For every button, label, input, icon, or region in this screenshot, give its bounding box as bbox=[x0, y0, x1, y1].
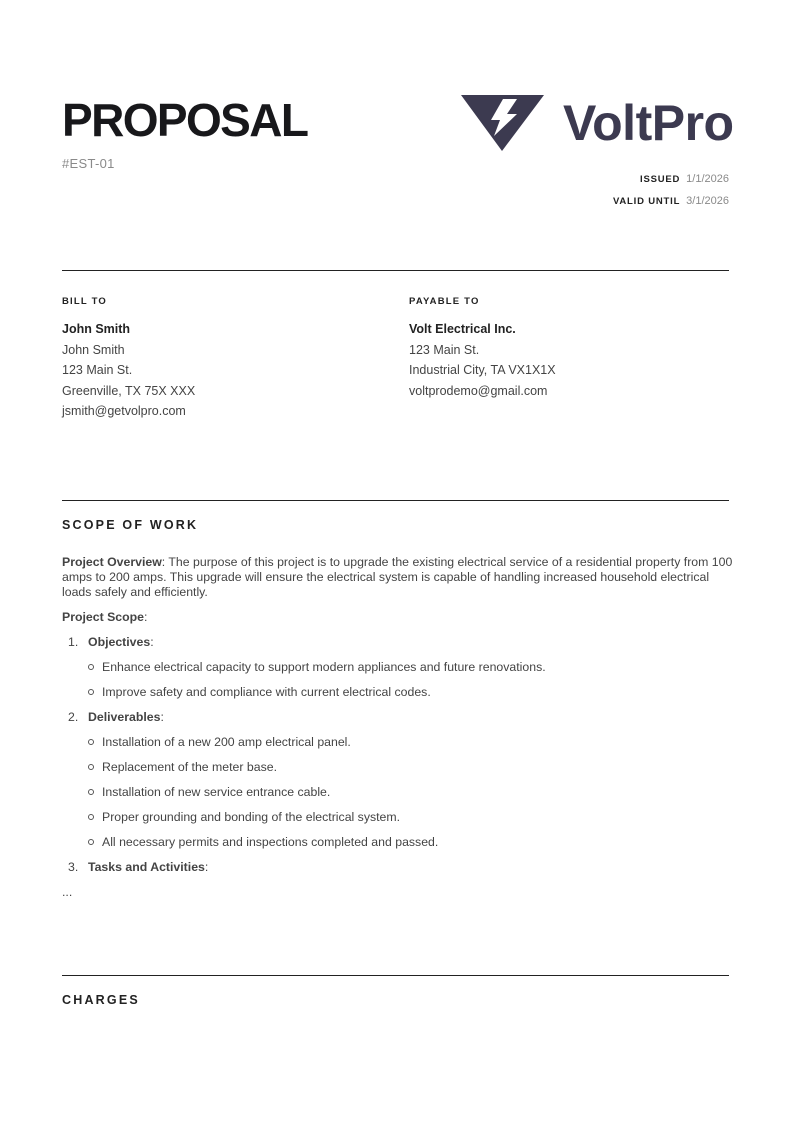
bill-to-block bbox=[62, 319, 195, 422]
bullet-item: Replacement of the meter base. bbox=[62, 760, 734, 775]
bullet-item: Enhance electrical capacity to support modern appliances and future renovations. bbox=[62, 660, 734, 675]
bullet-list bbox=[62, 735, 734, 850]
payable-to-name: Volt Electrical Inc. bbox=[409, 322, 516, 336]
bill-to-line: Greenville, TX 75X XXX bbox=[62, 383, 196, 398]
payable-to-block bbox=[409, 319, 556, 401]
payable-to-label: PAYABLE TO bbox=[409, 296, 480, 307]
divider bbox=[62, 270, 729, 271]
list-item: 3. Tasks and Activities: bbox=[62, 860, 734, 875]
circle-bullet-icon bbox=[88, 839, 94, 845]
scope-list bbox=[62, 635, 734, 875]
lightning-bolt-triangle-icon bbox=[460, 94, 546, 152]
bill-to-line: 123 Main St. bbox=[62, 363, 133, 377]
continuation-ellipsis: ... bbox=[62, 885, 73, 899]
bullet-item: Installation of new service entrance cable. bbox=[62, 785, 734, 800]
list-number: 2. bbox=[68, 710, 79, 724]
charges-heading: CHARGES bbox=[62, 993, 140, 1007]
payable-to-email: voltprodemo@gmail.com bbox=[409, 383, 548, 398]
divider bbox=[62, 975, 729, 976]
bill-to-email: jsmith@getvolpro.com bbox=[62, 404, 186, 418]
scope-of-work-body bbox=[62, 555, 734, 900]
issued-label: ISSUED bbox=[640, 174, 681, 185]
project-overview-label: Project Overview bbox=[62, 555, 162, 569]
valid-until-date bbox=[613, 194, 729, 209]
bill-to-name: John Smith bbox=[62, 322, 131, 336]
list-number: 1. bbox=[68, 635, 79, 649]
list-item: 2. Deliverables: Installation of a new 200 amp electrical panel. Replacement of the meter base. Installation of new service entrance cable. Proper grounding and bonding of the electrical system. All necessary permits and inspections completed and passed. bbox=[62, 710, 734, 850]
payable-to-line: 123 Main St. bbox=[409, 342, 480, 357]
estimate-number: #EST-01 bbox=[62, 156, 115, 171]
bill-to-line: John Smith bbox=[62, 342, 125, 357]
circle-bullet-icon bbox=[88, 664, 94, 670]
scope-of-work-heading: SCOPE OF WORK bbox=[62, 518, 199, 532]
circle-bullet-icon bbox=[88, 764, 94, 770]
brand-name: VoltPro bbox=[563, 95, 734, 151]
valid-until-value: 3/1/2026 bbox=[686, 195, 729, 207]
bill-to-label: BILL TO bbox=[62, 296, 107, 307]
project-scope-label: Project Scope bbox=[62, 610, 145, 624]
bullet-item: Improve safety and compliance with current electrical codes. bbox=[62, 685, 734, 700]
list-item-label: Deliverables bbox=[88, 710, 161, 724]
issued-date bbox=[640, 172, 729, 187]
company-logo bbox=[460, 92, 745, 154]
list-item-label: Objectives bbox=[88, 635, 151, 649]
list-number: 3. bbox=[68, 860, 79, 874]
valid-until-label: VALID UNTIL bbox=[612, 196, 681, 207]
circle-bullet-icon bbox=[88, 814, 94, 820]
divider bbox=[62, 500, 729, 501]
bullet-item: Installation of a new 200 amp electrical panel. bbox=[62, 735, 734, 750]
project-overview bbox=[62, 555, 734, 600]
bullet-item: All necessary permits and inspections completed and passed. bbox=[62, 835, 734, 850]
project-overview-text: : The purpose of this project is to upgrade the existing electrical service of a residential property from 100 amps to 200 amps. This upgrade will ensure the electrical system is capable of handling increased household electrical loads safely and efficiently. bbox=[62, 555, 733, 599]
circle-bullet-icon bbox=[88, 789, 94, 795]
list-item-label: Tasks and Activities bbox=[88, 860, 205, 874]
payable-to-line: Industrial City, TA VX1X1X bbox=[409, 363, 556, 377]
list-item: 1. Objectives: Enhance electrical capacity to support modern appliances and future renovations. Improve safety and compliance with current electrical codes. bbox=[62, 635, 734, 700]
issued-value: 1/1/2026 bbox=[686, 173, 729, 185]
bullet-list bbox=[62, 660, 734, 700]
circle-bullet-icon bbox=[88, 689, 94, 695]
page-title: PROPOSAL bbox=[62, 94, 308, 146]
circle-bullet-icon bbox=[88, 739, 94, 745]
bullet-item: Proper grounding and bonding of the electrical system. bbox=[62, 810, 734, 825]
project-scope: Project Scope: bbox=[62, 610, 148, 624]
